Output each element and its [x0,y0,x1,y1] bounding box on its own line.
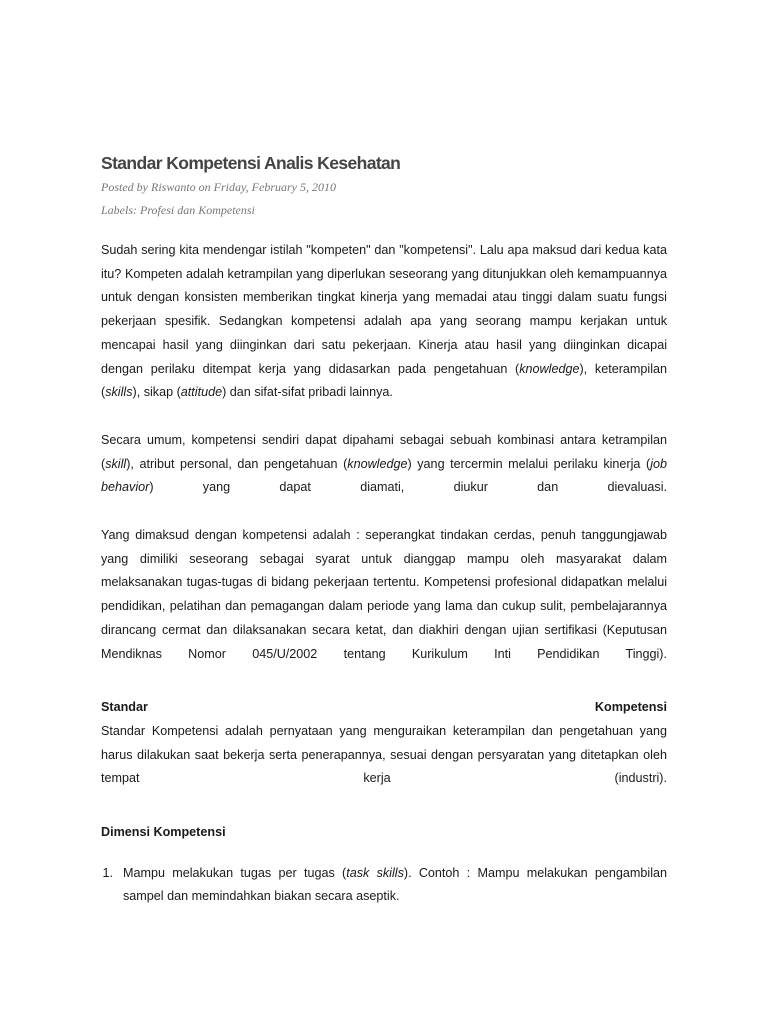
dimensi-list [101,862,667,909]
labels-prefix: Labels: [101,203,137,217]
standar-kompetensi-heading [101,696,667,720]
paragraph-secara-umum: Secara umum, kompetensi sendiri dapat dipahami sebagai sebuah kombinasi antara ketrampilan (skill), atribut personal, dan pengetahuan (knowledge) yang tercermin melalui perilaku kinerja (job behavior) yang dapat diamati, diukur dan dievaluasi. [101,432,667,495]
label-link-profesi[interactable]: Profesi dan Kompetensi [140,203,255,217]
list-number: 1. [102,865,113,880]
post-byline: Posted by Riswanto on Friday, February 5, 2010 [101,180,336,194]
list-text: Mampu melakukan tugas per tugas (task skills). Contoh : Mampu melakukan pengambilan sampel dan memindahkan biakan secara aseptik. [123,865,668,904]
post-title: Standar Kompetensi Analis Kesehatan [101,153,401,173]
heading-right: Kompetensi [594,700,667,715]
dimensi-kompetensi-heading: Dimensi Kompetensi [101,825,226,840]
paragraph-kompeten: Sudah sering kita mendengar istilah "kompeten" dan "kompetensi". Lalu apa maksud dari kedua kata itu? Kompeten adalah ketrampilan yang diperlukan seseorang yang ditunjukkan oleh kemampuannya untuk dengan konsisten memberikan tingkat kinerja yang memadai atau tinggi dalam suatu fungsi pekerjaan spesifik. Sedangkan kompetensi adalah apa yang seorang mampu kerjakan untuk mencapai hasil yang diinginkan dari satu pekerjaan. Kinerja atau hasil yang diinginkan dicapai dengan perilaku ditempat kerja yang didasarkan pada pengetahuan (knowledge), keterampilan (skills), sikap (attitude) dan sifat-sifat pribadi lainnya. [101,243,667,400]
paragraph-definisi-kompetensi: Yang dimaksud dengan kompetensi adalah : seperangkat tindakan cerdas, penuh tanggungjawab yang dimiliki seseorang sebagai syarat untuk dianggap mampu oleh masyarakat dalam melaksanakan tugas-tugas di bidang pekerjaan tertentu. Kompetensi profesional didapatkan melalui pendidikan, pelatihan dan pemagangan dalam periode yang lama dan cukup sulit, pembelajarannya dirancang cermat dan dilaksanakan secara ketat, dan diakhiri dengan ujian sertifikasi (Keputusan Mendiknas Nomor 045/U/2002 tentang Kurikulum Inti Pendidikan Tinggi). [101,528,667,661]
post-labels [101,199,667,222]
heading-left: Standar [101,700,148,715]
document-page [101,150,667,909]
paragraph-standar-kompetensi: Standar Kompetensi adalah pernyataan yang menguraikan keterampilan dan pengetahuan yang harus dilakukan saat bekerja serta penerapannya, sesuai dengan persyaratan yang ditetapkan oleh tempat kerja (industri). [101,723,667,786]
list-item [101,862,667,909]
